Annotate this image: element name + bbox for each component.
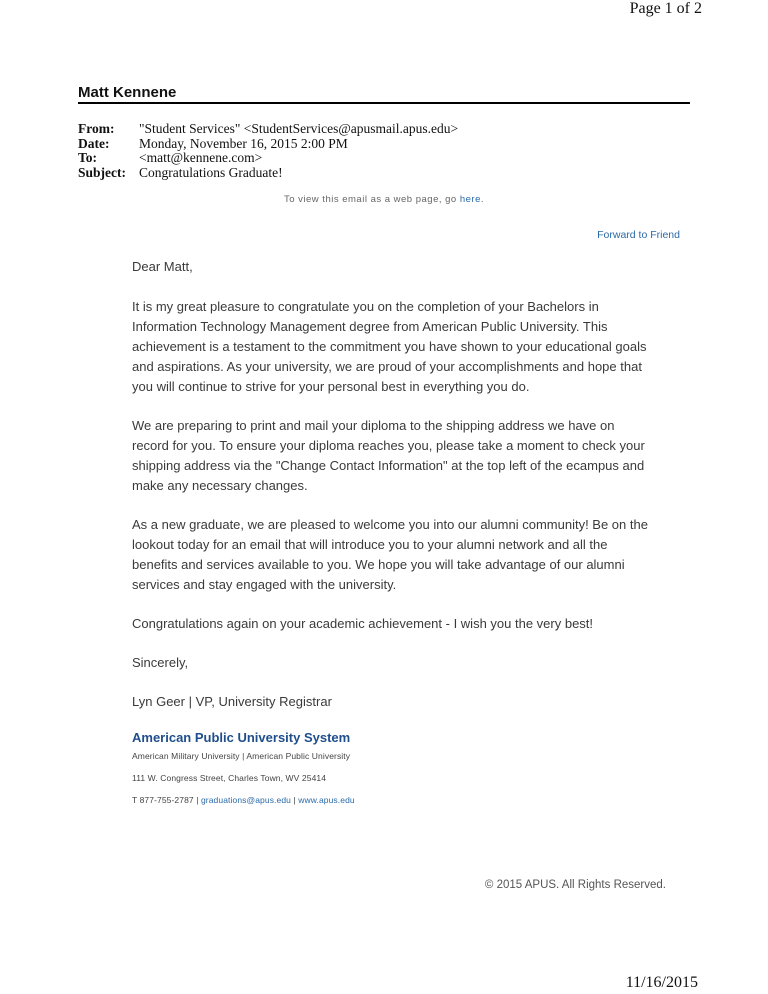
signature-contact: [132, 795, 355, 805]
letter-body: [132, 257, 652, 731]
web-view-text: To view this email as a web page, go: [283, 194, 460, 205]
closing: Sincerely,: [132, 655, 189, 670]
subject-label: Subject:: [78, 164, 126, 180]
signature-website-link[interactable]: www.apus.edu: [298, 795, 355, 805]
greeting: Dear Matt,: [132, 259, 193, 274]
paragraph-2: We are preparing to print and mail your diploma to the shipping address we have on record for you. To ensure your diploma reaches you, please take a moment to check your shipping address via the "Change Contact Information" at the top left of the ecampus and make any necessary changes.: [132, 418, 645, 493]
subject-value: Congratulations Graduate!: [139, 164, 283, 180]
paragraph-1: It is my great pleasure to congratulate you on the completion of your Bachelors in Information Technology Management degree from American Public University. This achievement is a testament to the commitment you have shown to your educational goals and aspirations. As your university, we are proud of your accomplishments and hope that you will continue to strive for your personal best in everything you do.: [132, 299, 647, 394]
signature-phone: T 877-755-2787 |: [132, 795, 201, 805]
to-label: To:: [78, 150, 98, 165]
signature-org: American Public University System: [132, 730, 351, 745]
web-view-notice: [0, 194, 768, 205]
from-value: "Student Services" <StudentServices@apusmail.apus.edu>: [139, 121, 459, 136]
email-header: [78, 122, 458, 180]
web-view-link[interactable]: here: [459, 194, 481, 205]
from-row: [78, 122, 458, 137]
date-row: [78, 137, 458, 152]
signature-email-link[interactable]: graduations@apus.edu: [200, 795, 291, 805]
signature-block: [132, 730, 355, 817]
signature-address: 111 W. Congress Street, Charles Town, WV 25414: [132, 773, 327, 783]
date-label: Date:: [78, 135, 110, 151]
subject-row: [78, 166, 458, 181]
signer: Lyn Geer | VP, University Registrar: [132, 694, 332, 709]
header-divider: [78, 102, 690, 104]
web-view-end: .: [480, 194, 485, 205]
page-number: Page 1 of 2: [629, 0, 702, 17]
date-value: Monday, November 16, 2015 2:00 PM: [139, 135, 348, 151]
signature-separator: |: [291, 795, 299, 805]
to-row: [78, 151, 458, 166]
signature-subtitle: American Military University | American Public University: [132, 751, 351, 761]
mailbox-owner-name: Matt Kennene: [78, 84, 177, 101]
print-date: 11/16/2015: [625, 974, 698, 991]
copyright-notice: © 2015 APUS. All Rights Reserved.: [484, 879, 666, 891]
from-label: From:: [78, 121, 115, 136]
to-value: <matt@kennene.com>: [139, 150, 263, 165]
forward-to-friend-link[interactable]: Forward to Friend: [597, 229, 680, 241]
paragraph-4: Congratulations again on your academic achievement - I wish you the very best!: [132, 616, 594, 631]
paragraph-3: As a new graduate, we are pleased to welcome you into our alumni community! Be on the lookout today for an email that will introduce you to your alumni network and all the benefits and services available to you. We hope you will take advantage of our alumni services and stay engaged with the university.: [132, 517, 648, 592]
